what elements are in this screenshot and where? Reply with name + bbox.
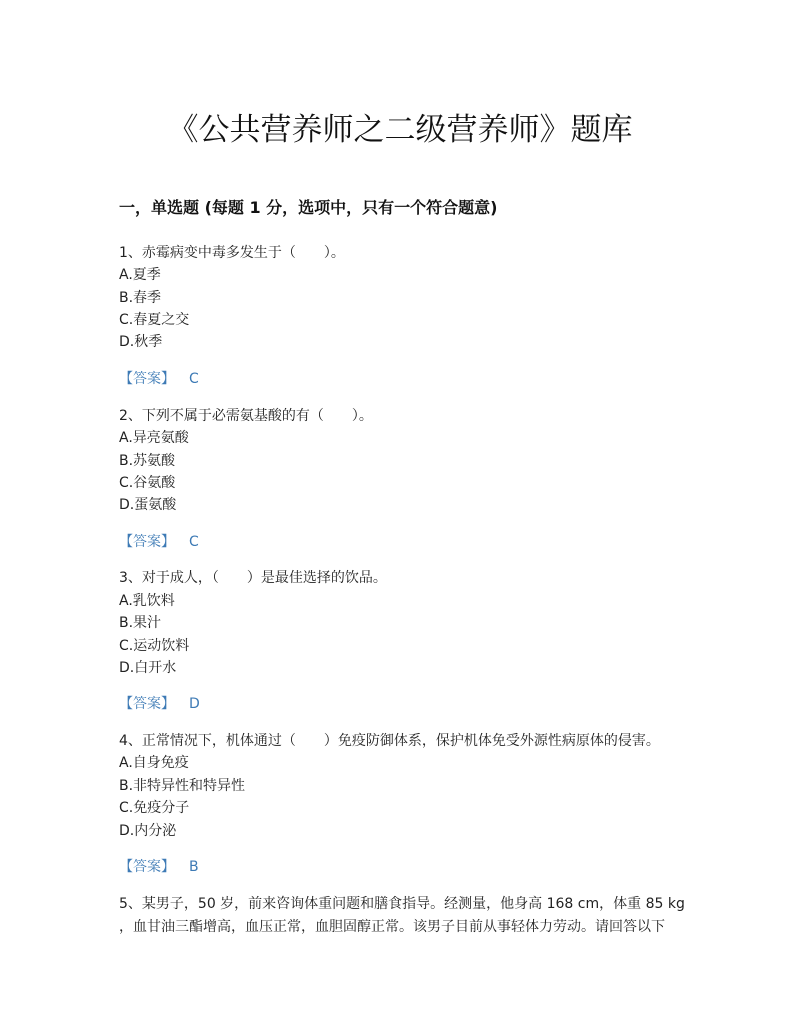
- question-1-option-b: B.春季: [119, 290, 162, 306]
- question-2-option-a: A.异亮氨酸: [119, 430, 189, 446]
- question-4-option-a: A.自身免疫: [119, 755, 189, 771]
- question-2-option-b: B.苏氨酸: [119, 453, 176, 469]
- question-stem-3: 3、对于成人，（ ）是最佳选择的饮品。: [119, 570, 387, 586]
- answer-value: D: [189, 696, 200, 712]
- question-2-answer: [119, 532, 199, 552]
- question-3-option-d: D.白开水: [119, 660, 177, 676]
- question-1-option-c: C.春夏之交: [119, 312, 190, 328]
- question-2-option-d: D.蛋氨酸: [119, 497, 177, 513]
- question-4-option-c: C.免疫分子: [119, 800, 190, 816]
- question-4-answer: [119, 857, 199, 877]
- question-4-option-b: B.非特异性和特异性: [119, 778, 246, 794]
- answer-value: B: [189, 859, 199, 875]
- answer-value: C: [189, 534, 199, 550]
- question-3-option-c: C.运动饮料: [119, 638, 190, 654]
- question-stem-5-line-2: ，血甘油三酯增高，血压正常，血胆固醇正常。该男子目前从事轻体力劳动。请回答以下: [119, 919, 665, 935]
- question-3-answer: [119, 694, 200, 714]
- answer-label: 【答案】: [119, 859, 175, 875]
- question-stem-1: 1、赤霉病变中毒多发生于（ ）。: [119, 245, 345, 261]
- document-title: 《公共营养师之二级营养师》题库: [167, 112, 633, 148]
- question-2-option-c: C.谷氨酸: [119, 475, 176, 491]
- section-heading: 一，单选题 (每题 1 分，选项中，只有一个符合题意): [119, 198, 498, 217]
- answer-value: C: [189, 371, 199, 387]
- question-stem-2: 2、下列不属于必需氨基酸的有（ ）。: [119, 408, 373, 424]
- question-stem-4: 4、正常情况下，机体通过（ ）免疫防御体系，保护机体免受外源性病原体的侵害。: [119, 733, 660, 749]
- answer-label: 【答案】: [119, 371, 175, 387]
- question-1-answer: [119, 369, 199, 389]
- question-1-option-d: D.秋季: [119, 334, 163, 350]
- answer-label: 【答案】: [119, 534, 175, 550]
- answer-label: 【答案】: [119, 696, 175, 712]
- question-stem-5-line-1: 5、某男子，50 岁，前来咨询体重问题和膳食指导。经测量，他身高 168 cm，体重 85 kg: [119, 896, 685, 912]
- question-3-option-a: A.乳饮料: [119, 593, 175, 609]
- question-4-option-d: D.内分泌: [119, 823, 177, 839]
- question-1-option-a: A.夏季: [119, 267, 161, 283]
- question-3-option-b: B.果汁: [119, 615, 162, 631]
